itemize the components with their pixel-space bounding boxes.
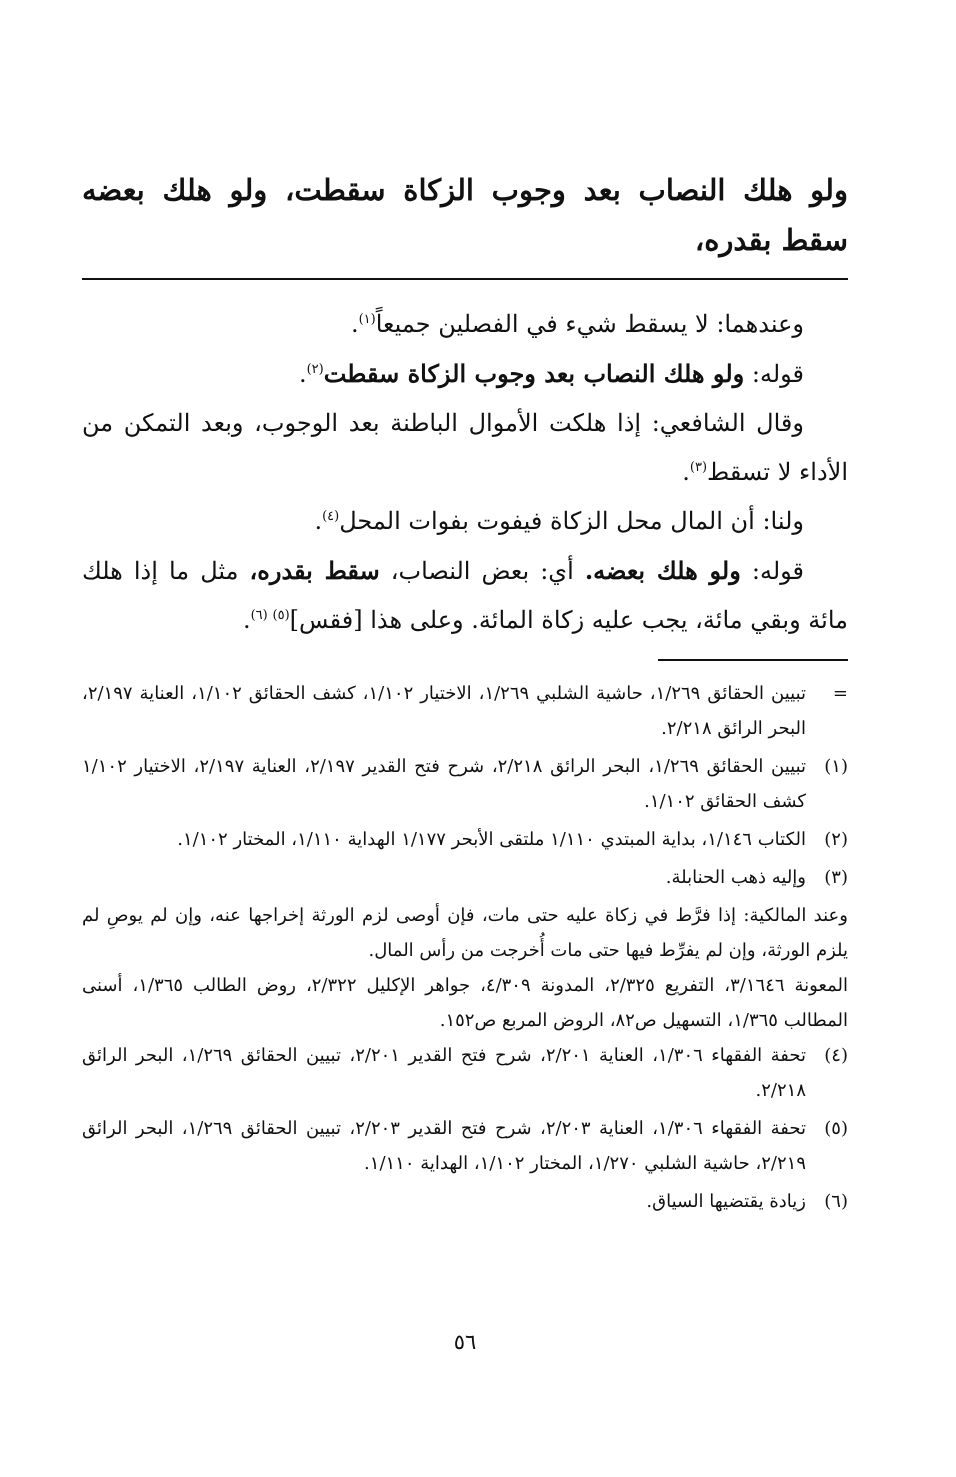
footnote-text: تبيين الحقائق ١/٢٦٩، حاشية الشلبي ١/٢٦٩، الاختيار ١/١٠٢، كشف الحقائق ١/١٠٢، العناية ٢/١٩٧، البحر الرائق ٢/٢١٨. — [82, 683, 807, 739]
footnote-ref[interactable]: (١) — [358, 312, 376, 327]
footnote-text: الكتاب ١/١٤٦، بداية المبتدي ١/١١٠ ملتقى الأبحر ١/١٧٧ الهداية ١/١١٠، المختار ١/١٠٢. — [177, 829, 806, 850]
footnote-ref[interactable]: (٥) — [272, 608, 290, 623]
footnote-number: (٣) — [824, 867, 848, 888]
footnote-ref[interactable]: (٤) — [322, 509, 340, 524]
commentary-body — [82, 300, 848, 645]
footnote — [82, 822, 848, 857]
footnote-number: (٤) — [824, 1045, 848, 1066]
footnote-continuation: المعونة ٣/١٦٤٦، التفريع ٢/٣٢٥، المدونة ٤/٣٠٩، جواهر الإكليل ٢/٣٢٢، روض الطالب ١/٣٦٥، أسنى المطالب ١/٣٦٥، التسهيل ص٨٢، الروض المربع ص١٥٢. — [82, 975, 848, 1031]
footnote — [82, 1038, 848, 1108]
footnote-text: وإليه ذهب الحنابلة. — [665, 867, 806, 888]
footnote-continuation: وعند المالكية: إذا فرَّط في زكاة عليه حتى مات، فإن أوصى لزم الورثة إخراجها عنه، وإن لم يوصِ لم يلزم الورثة، وإن لم يفرِّط فيها حتى مات أُخرجت من رأس المال. — [82, 905, 848, 961]
quoted-matn: ولو هلك بعضه. — [584, 556, 741, 585]
footnote-text: زيادة يقتضيها السياق. — [646, 1191, 806, 1212]
footnote-number: = — [832, 683, 848, 704]
commentary-paragraph: قوله: ولو هلك النصاب بعد وجوب الزكاة سقطت$^{(٢)}$. — [298, 359, 804, 388]
footnote-ref[interactable]: (٢) — [306, 362, 324, 377]
commentary-paragraph: ولنا: أن المال محل الزكاة فيفوت بفوات المحل$^{(٤)}$. — [314, 507, 804, 535]
quoted-matn: سقط بقدره، — [249, 556, 380, 585]
footnote — [82, 676, 848, 746]
footnote-number: (١) — [824, 756, 848, 777]
footnote-ref[interactable]: (٦) — [250, 608, 268, 623]
matn-heading: ولو هلك النصاب بعد وجوب الزكاة سقطت، ولو هلك بعضه سقط بقدره، — [82, 173, 848, 257]
footnote-number: (٥) — [824, 1118, 848, 1139]
footnote-text: تحفة الفقهاء ١/٣٠٦، العناية ٢/٢٠١، شرح فتح القدير ٢/٢٠١، تبيين الحقائق ١/٢٦٩، البحر الرائق ٢/٢١٨. — [82, 1045, 807, 1101]
page-number: ٥٦ — [453, 1330, 477, 1354]
footnotes — [82, 676, 848, 1222]
commentary-paragraph: قوله: ولو هلك بعضه. أي: بعض النصاب، سقط بقدره، مثل ما إذا هلك مائة وبقي مائة، يجب عليه زكاة المائة. وعلى هذا [فقس]$^{(٥)}$ $^{(٦)}$. — [82, 556, 848, 634]
book-page — [82, 0, 848, 1477]
footnote — [82, 860, 848, 895]
footnote-text: تبيين الحقائق ١/٢٦٩، البحر الرائق ٢/٢١٨، شرح فتح القدير ٢/١٩٧، العناية ٢/١٩٧، الاختيار ١/١٠٢ كشف الحقائق ١/١٠٢. — [82, 756, 807, 812]
footnote-text: تحفة الفقهاء ١/٣٠٦، العناية ٢/٢٠٣، شرح فتح القدير ٢/٢٠٣، تبيين الحقائق ١/٢٦٩، البحر الرائق ٢/٢١٩، حاشية الشلبي ١/٢٧٠، المختار ١/١٠٢، الهداية ١/١١٠. — [82, 1118, 807, 1174]
commentary-paragraph: وعندهما: لا يسقط شيء في الفصلين جميعاً$^{(١)}$. — [350, 310, 804, 338]
footnote-ref[interactable]: (٣) — [689, 460, 708, 475]
footnote-number: (٦) — [824, 1191, 848, 1212]
matn-divider — [82, 278, 848, 280]
footnote-number: (٢) — [824, 829, 848, 850]
footnote-divider — [658, 659, 848, 661]
commentary-paragraph: وقال الشافعي: إذا هلكت الأموال الباطنة بعد الوجوب، وبعد التمكن من الأداء لا تسقط$^{(٣)}$. — [82, 409, 848, 486]
footnote — [82, 1184, 848, 1219]
quoted-matn: ولو هلك النصاب بعد وجوب الزكاة سقطت — [323, 359, 745, 388]
footnote — [82, 749, 848, 819]
footnote — [82, 1111, 848, 1181]
